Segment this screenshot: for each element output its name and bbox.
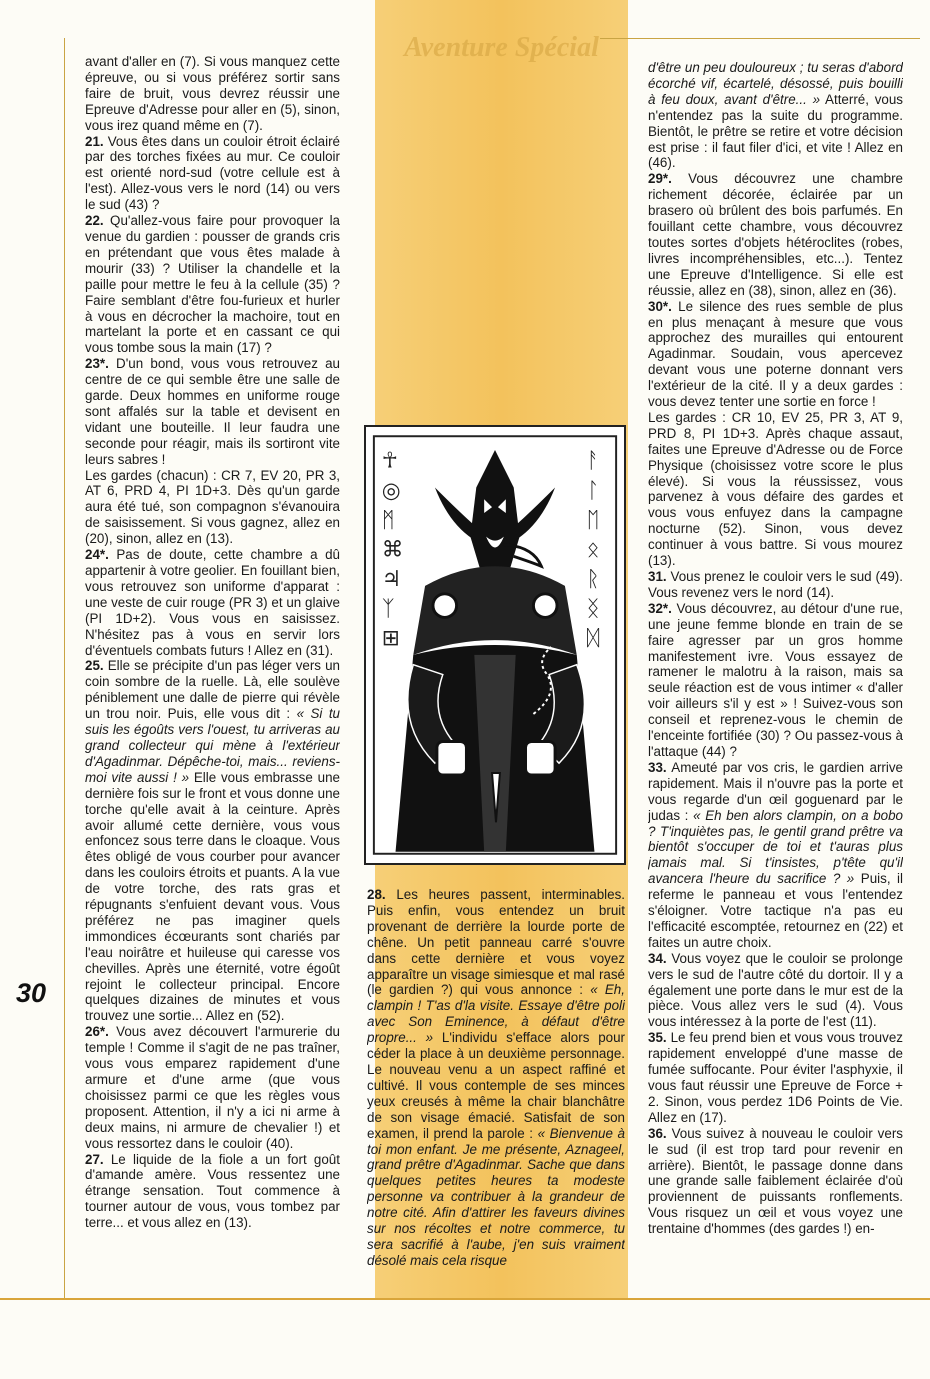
paragraph-text: « Eh ben alors clampin, on a bobo ? T'inquiètes pas, le gentil grand prêtre va bientôt s'occuper de toi et t'auras plus jamais mal. Si t'insistes, p'tête qu'il avancera l'heure du sacrifice ? » — [648, 807, 903, 887]
paragraph-text: D'un bond, vous vous retrouvez au centre de ce qui semble être une salle de garde. Deux hommes en uniforme rouge sont affalés sur la table et devisent en vidant une bouteille. Il leur faudra une seconde pour réagir, mais ils sortiront vite leurs sabres ! — [85, 356, 340, 467]
paragraph — [85, 1024, 340, 1151]
paragraph-number: 23*. — [85, 356, 109, 372]
rune-glyph: ⌘ — [381, 537, 404, 563]
paragraph-text: Les gardes (chacun) : CR 7, EV 20, PR 3, AT 6, PRD 4, PI 1D+3. Dès qu'un garde aura été tué, son compagnon s'évanouira de saisissement. Si vous gagnez, allez en (20), sinon, allez en (13). — [85, 467, 340, 547]
paragraph — [85, 356, 340, 467]
priest-drawing — [366, 427, 624, 863]
top-rule — [600, 38, 920, 39]
paragraph — [85, 1152, 340, 1232]
left-rule — [64, 38, 65, 1298]
paragraph-number: 30*. — [648, 298, 672, 314]
paragraph-number: 32*. — [648, 600, 672, 616]
paragraph-text: Le liquide de la fiole a un fort goût d'amande amère. Vous ressentez une étrange sensation. Tout commence à tourner autour de vous, vous tombez par terre... et vous allez en (13). — [85, 1151, 340, 1231]
paragraph-text: Vous avez découvert l'armurerie du temple ! Comme il s'agit de ne pas traîner, vous vous emparez rapidement d'une armure et d'une arme (que vous choisissez parmi ce que les règles vous proposent. Attention, il n'y a ici ni arme à deux mains, ni armure de chevalier !) et vous ressortez dans le couloir (40). — [85, 1024, 340, 1151]
page-number: 30 — [16, 978, 47, 1008]
paragraph — [85, 213, 340, 356]
band-title: Aventure Spécial — [404, 32, 599, 63]
text-column-2 — [367, 887, 625, 1287]
paragraph-text: Le silence des rues semble de plus en plus menaçant à mesure que vous approchez des murailles qui entourent Agadinmar. Soudain, vous apercevez devant vous une poterne donnant vers l'extérieur de la cité. Il y a deux gardes : vous devez tenter une sortie en force ! — [648, 298, 903, 410]
paragraph-text: « Bienvenue à toi mon enfant. Je me présente, Aznageel, grand prêtre d'Agadinmar. Sache que dans quelques petites heures ta modeste personne va contribuer à la grandeur de notre cité. Afin d'attirer les faveurs divines sur nos récoltes et notre commerce, tu sera sacrifié à l'aube, j'en suis vraiment désolé mais cela risque — [367, 1125, 625, 1268]
paragraph-number: 33. — [648, 759, 667, 775]
paragraph-text: Les gardes : CR 10, EV 25, PR 3, AT 9, PRD 8, PI 1D+3. Après chaque assaut, faites une Epreuve d'Adresse ou de Force Physique (choisissez votre score le plus élevé). Si vous la réussissez, vous parvenez à vous défaire des gardes et vous vous enfuyez dans la campagne nocturne (52). Sinon, vous devez continuer à vous battre. Si vous mourez (13). — [648, 409, 903, 569]
paragraph-number: 28. — [367, 887, 386, 902]
rune-glyph: ☥ — [381, 448, 398, 474]
paragraph — [85, 658, 340, 1024]
paragraph-number: 29*. — [648, 171, 672, 187]
paragraph — [648, 569, 903, 601]
rune-glyph: ᛚ — [586, 478, 600, 504]
paragraph-number: 21. — [85, 133, 104, 149]
paragraph-text: Les heures passent, interminables. Puis enfin, vous entendez un bruit provenant de derrière la lourde porte de chêne. Un petit panneau carré s'ouvre dans cette dernière et vous voyez apparaître un visage simiesque et mal rasé (le gardien ?) qui vous annonce : — [367, 887, 625, 998]
paragraph-text: Qu'allez-vous faire pour provoquer la venue du gardien : pousser de grands cris en prétendant que vous êtes malade à mourir (33) ? Utiliser la chandelle et la paille pour mettre le feu à la cellule (35) ? Faire semblant d'être fou-furieux et hurler à vous en décrocher la machoire, tout en martelant la porte et en cassant ce qui vous tombe sous la main (17) ? — [85, 213, 340, 356]
paragraph-text: Elle vous embrasse une dernière fois sur le front et vous donne une torche qu'elle avait à la ceinture. Après avoir allumé cette dernière, vous vous enfoncez sous terre dans le cloaque. Vous êtes obligé de vous courber pour avancer dans les couloirs étroits et puants. A la vue de votre torche, des rats gras et répugnants s'enfuient devant vous. Vous préférez ne pas imaginer quels immondices écœurants sont chariés par l'eau noirâtre et huileuse qui caresse vos chevilles. Après une éternité, votre égoût rejoint le collecteur principal. Encore quelques dizaines de minutes et vous trouvez une sortie... Allez en (52). — [85, 769, 340, 1024]
paragraph-number: 34. — [648, 950, 667, 966]
paragraph-text: Puis, il referme le panneau et vous l'entendez s'éloigner. Votre tactique n'a pas eu l'efficacité escomptée, retournez en (22) et faites un autre choix. — [648, 871, 903, 950]
paragraph-text: Le feu prend bien et vous vous trouvez rapidement enveloppé d'une masse de fumée suffocante. Pour éviter l'asphyxie, il vous faut réussir une Epreuve de Force + 2. Sinon, vous perdez 1D6 Points de Vie. Allez en (17). — [648, 1030, 903, 1125]
paragraph-number: 31. — [648, 569, 667, 584]
illustration-priest — [364, 425, 626, 865]
rune-glyph: ◎ — [381, 478, 401, 504]
paragraph-text: Vous découvrez une chambre richement décorée, éclairée par un brasero où brûlent des bois parfumés. En fouillant cette chambre, vous découvrez toutes sortes d'objets hétéroclites (robes, livres incompréhensibles, etc...). Tentez une Epreuve d'Intelligence. Si elle est réussie, allez en (38), sinon, allez en (36). — [648, 171, 903, 298]
rune-glyph: ⊞ — [381, 626, 400, 651]
paragraph-text: d'être un peu douloureux ; tu seras d'abord écorché vif, écartelé, désossé, puis bouilli à feu doux, avant d'être... » — [648, 60, 903, 107]
paragraph-text: Atterré, vous n'entendez pas la suite du programme. Bientôt, le prêtre se retire et votre décision est prise : il faut filer d'ici, et vite ! Allez en (46). — [648, 91, 903, 171]
paragraph-number: 35. — [648, 1030, 667, 1046]
paragraph-text: Vous prenez le couloir vers le sud (49). Vous revenez vers le nord (14). — [648, 569, 903, 600]
paragraph-number: 27. — [85, 1151, 104, 1167]
paragraph — [648, 760, 903, 951]
paragraph — [648, 1030, 903, 1125]
paragraph — [648, 951, 903, 1031]
rune-glyph: ᛖ — [586, 507, 600, 533]
paragraph — [648, 1126, 903, 1237]
paragraph-number: 26*. — [85, 1024, 109, 1040]
paragraph — [648, 601, 903, 760]
paragraph-number: 22. — [85, 213, 104, 229]
paragraph-text: Vous voyez que le couloir se prolonge vers le sud de l'autre côté du dortoir. Il y a également une porte dans le mur est de la pièce. Vous allez vers le sud (4). Vous vous intéressez à la porte de l'est (11). — [648, 950, 903, 1030]
paragraph — [85, 547, 340, 658]
paragraph-text: Pas de doute, cette chambre a dû appartenir à votre geolier. En fouillant bien, vous retrouvez son uniforme d'apparat : une veste de cuir rouge (PR 3) et un glaive (PI 1D+2). Vous vous en saisissez. N'hésitez pas à vous en servir lors d'éventuels combats futurs ! Allez en (31). — [85, 547, 340, 658]
paragraph — [85, 134, 340, 214]
paragraph-text: Elle se précipite d'un pas léger vers un coin sombre de la ruelle. Là, elle soulève péniblement une dalle de pierre qui révèle un trou noir. Puis, elle vous dit : — [85, 658, 340, 722]
paragraph-text: Vous suivez à nouveau le couloir vers le sud (il est trop tard pour revenir en arrière). Bientôt, le passage donne dans une grande salle faiblement éclairée d'où proviennent de puissants ronflements. Vous risquez un œil et vous voyez une trentaine d'hommes (des gardes !) en- — [648, 1125, 903, 1237]
text-column-3 — [648, 60, 903, 1286]
rune-glyph: ᛟ — [586, 537, 600, 563]
bottom-rule — [0, 1298, 930, 1300]
rune-glyph: ᛗ — [381, 507, 395, 533]
rune-glyph: ᛝ — [586, 596, 600, 622]
paragraph-text: Ameuté par vos cris, le gardien arrive rapidement. Mais il n'ouvre pas la porte et vous regarde d'un œil goguenard par le judas : — [648, 759, 903, 823]
paragraph — [85, 54, 340, 134]
paragraph-text: Vous êtes dans un couloir étroit éclairé par des torches fixées au mur. Ce couloir est orienté nord-sud (votre cellule est à l'est). Allez-vous vers le nord (14) ou vers le sud (43) ? — [85, 133, 340, 213]
paragraph-number: 25. — [85, 658, 104, 674]
paragraph-number: 36. — [648, 1125, 667, 1141]
paragraph — [648, 299, 903, 410]
paragraph-text: « Eh, clampin ! T'as d'la visite. Essaye d'être poli avec Son Eminence, à défaut d'être propre... » — [367, 982, 625, 1046]
rune-glyph: ᚨ — [586, 448, 600, 474]
paragraph-text: L'individu s'efface alors pour céder la place à un deuxième personnage. Le nouveau venu a un aspect raffiné et cultivé. Il vous contemple de ses minces yeux creusés à même la chair blanchâtre de son visage émacié. Satisfait de son examen, il prend la parole : — [367, 1030, 625, 1141]
paragraph-number: 24*. — [85, 547, 109, 563]
paragraph — [648, 60, 903, 171]
paragraph — [367, 887, 625, 1269]
rune-glyph: ♃ — [381, 566, 402, 592]
rune-glyph: ᚱ — [586, 566, 600, 592]
paragraph-text: Vous découvrez, au détour d'une rue, une jeune femme blonde en train de se faire agresser par un gros homme manifestement ivre. Vous essayez de ramener le malotru à la raison, mais sa seule réaction est de vous intimer « d'aller voir ailleurs s'il y est » ! Suivez-vous son conseil et reprenez-vous le chemin de l'enceinte fortifiée (30) ? Ou passez-vous à l'attaque (44) ? — [648, 600, 903, 759]
paragraph — [85, 468, 340, 548]
rune-glyph: ᛉ — [381, 596, 395, 622]
paragraph-text: « Si tu suis les égoûts vers l'ouest, tu arriveras au grand collecteur qui mène à l'extérieur d'Agadinmar. Dépêche-toi, mais... reviens-moi vite aussi ! » — [85, 706, 340, 785]
paragraph — [648, 171, 903, 298]
text-column-1 — [85, 54, 340, 1286]
rune-glyph: ᛞ — [586, 626, 600, 651]
paragraph — [648, 410, 903, 569]
paragraph-text: avant d'aller en (7). Si vous manquez cette épreuve, ou si vous préférez sortir sans faire de bruit, vous devrez réussir une Epreuve d'Adresse pour aller en (5), sinon, vous irez quand même en (7). — [85, 54, 340, 133]
